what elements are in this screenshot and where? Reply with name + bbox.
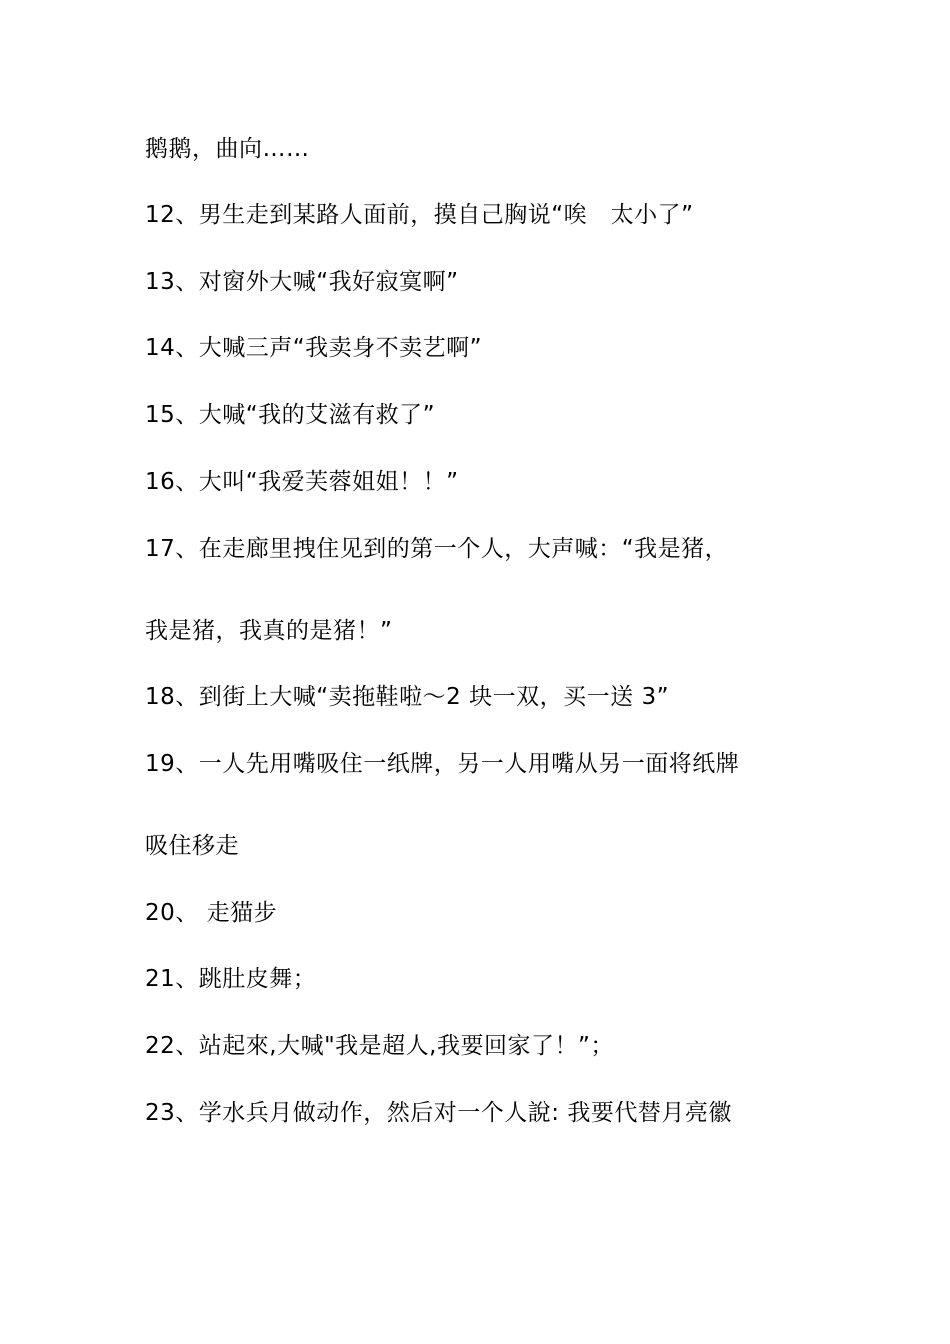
- list-item-14: 14、大喊三声“我卖身不卖艺啊”: [145, 335, 483, 361]
- list-item-20: 20、 走猫步: [145, 900, 278, 926]
- list-item-22: 22、站起來,大喊"我是超人,我要回家了！”；: [145, 1033, 614, 1059]
- list-item-17-continuation: 我是猪，我真的是猪！”: [145, 618, 393, 644]
- list-item-21: 21、跳肚皮舞；: [145, 966, 317, 992]
- list-item-17: 17、在走廊里拽住见到的第一个人，大声喊：“我是猪，: [145, 536, 729, 562]
- text-line-continuation: 鹅鹅，曲向……: [145, 136, 310, 162]
- list-item-23: 23、学水兵月做动作，然后对一个人說: 我要代替月亮徽: [145, 1100, 732, 1126]
- list-item-15: 15、大喊“我的艾滋有救了”: [145, 402, 436, 428]
- list-item-19-continuation: 吸住移走: [145, 833, 239, 859]
- list-item-19: 19、一人先用嘴吸住一纸牌，另一人用嘴从另一面将纸牌: [145, 751, 740, 777]
- list-item-12: 12、男生走到某路人面前，摸自己胸说“唉 太小了”: [145, 202, 694, 228]
- list-item-16: 16、大叫“我爱芙蓉姐姐！！”: [145, 469, 459, 495]
- list-item-18: 18、到街上大喊“卖拖鞋啦～2 块一双，买一送 3”: [145, 684, 669, 710]
- list-item-13: 13、对窗外大喊“我好寂寞啊”: [145, 269, 459, 295]
